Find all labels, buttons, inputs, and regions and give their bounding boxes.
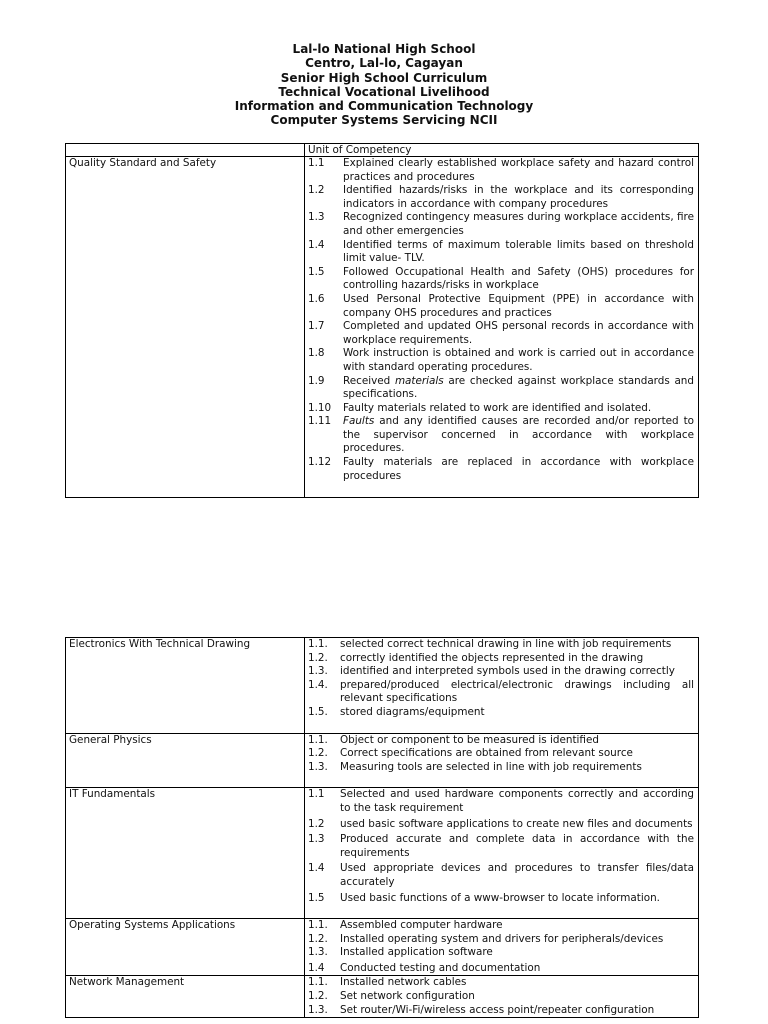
item-number: 1.2.	[308, 990, 328, 1003]
competency-cell	[305, 733, 699, 788]
list-item	[308, 892, 694, 906]
list-item	[308, 1004, 694, 1018]
item-number: 1.2.	[308, 932, 328, 945]
unit-of-competency-header: Unit of Competency	[305, 144, 699, 157]
item-text: Used basic functions of a www-browser to locate information.	[340, 891, 660, 904]
item-number: 1.12	[308, 456, 332, 469]
item-number: 1.4	[308, 961, 325, 974]
list-item	[308, 320, 694, 347]
competency-cell	[305, 638, 699, 734]
subject-cell: General Physics	[66, 733, 305, 788]
item-text: correctly identified the objects represented in the drawing	[340, 651, 644, 664]
item-number: 1.1.	[308, 919, 328, 932]
list-item	[308, 157, 694, 184]
list-item	[308, 788, 694, 815]
item-text: Faulty materials related to work are identified and isolated.	[343, 401, 652, 414]
item-text: Measuring tools are selected in line with job requirements	[340, 760, 642, 773]
school-address: Centro, Lal-lo, Cagayan	[305, 56, 463, 71]
list-item	[308, 679, 694, 706]
item-number: 1.9	[308, 374, 325, 387]
item-number: 1.2	[308, 817, 325, 830]
table-row	[66, 638, 699, 734]
table-row	[66, 733, 699, 788]
list-item	[308, 402, 694, 416]
item-text: Set network configuration	[340, 990, 475, 1003]
list-item	[308, 962, 694, 976]
item-text: Installed network cables	[340, 976, 467, 989]
item-text: Faulty materials are replaced in accordance with workplace procedures	[343, 456, 694, 482]
strand-title: Information and Communication Technology	[234, 99, 534, 114]
list-item	[308, 665, 694, 679]
school-name: Lal-lo National High School	[292, 42, 476, 56]
item-text: Explained clearly established workplace safety and hazard control practices and procedures	[343, 157, 694, 183]
list-item	[308, 946, 694, 960]
competency-cell	[305, 919, 699, 976]
track-title: Technical Vocational Livelihood	[278, 84, 490, 99]
subject-cell: Quality Standard and Safety	[66, 157, 305, 498]
item-number: 1.3.	[308, 760, 328, 773]
list-item	[308, 976, 694, 990]
item-text: Faults and any identified causes are recorded and/or reported to the supervisor concerned in accordance with workplace procedures.	[343, 415, 694, 455]
list-item	[308, 415, 694, 456]
item-text: Conducted testing and documentation	[340, 961, 541, 974]
item-number: 1.3.	[308, 1003, 328, 1016]
list-item	[308, 747, 694, 761]
table-row	[66, 788, 699, 919]
item-text: Used Personal Protective Equipment (PPE) in accordance with company OHS procedures and practices	[343, 292, 694, 319]
item-number: 1.2.	[308, 747, 328, 760]
table-row	[66, 157, 699, 498]
item-number: 1.1.	[308, 733, 328, 746]
item-number: 1.11	[308, 415, 332, 428]
item-number: 1.5	[308, 265, 325, 278]
item-text: prepared/produced electrical/electronic drawings including all relevant specifications	[340, 678, 694, 705]
item-number: 1.8	[308, 347, 325, 360]
item-number: 1.3	[308, 833, 325, 846]
item-number: 1.1.	[308, 638, 328, 650]
list-item	[308, 990, 694, 1004]
item-text: Produced accurate and complete data in accordance with the requirements	[340, 833, 694, 859]
curriculum-title: Senior High School Curriculum	[280, 70, 488, 85]
list-item	[308, 266, 694, 293]
item-number: 1.1	[308, 788, 325, 801]
table-row	[66, 919, 699, 976]
list-item	[308, 456, 694, 483]
item-text: Correct specifications are obtained from relevant source	[340, 747, 633, 760]
item-text: Selected and used hardware components correctly and according to the task requirement	[340, 788, 694, 814]
competency-table-subjects	[65, 637, 699, 1018]
item-number: 1.2	[308, 184, 325, 197]
item-text: stored diagrams/equipment	[340, 705, 485, 718]
item-number: 1.5.	[308, 705, 328, 718]
item-number: 1.1.	[308, 976, 328, 989]
item-number: 1.5	[308, 891, 325, 904]
header-empty-cell	[66, 144, 305, 157]
list-item	[308, 833, 694, 860]
item-text: identified and interpreted symbols used in the drawing correctly	[340, 665, 675, 678]
item-number: 1.6	[308, 292, 325, 305]
list-item	[308, 706, 694, 720]
item-text: used basic software applications to create new files and documents	[340, 817, 693, 830]
subject-cell: Operating Systems Applications	[66, 919, 305, 976]
competency-cell	[305, 976, 699, 1018]
list-item	[308, 933, 694, 947]
table-header-row	[66, 144, 699, 157]
list-item	[308, 761, 694, 775]
list-item	[308, 818, 694, 832]
item-text: Followed Occupational Health and Safety (OHS) procedures for controlling hazards/risks in workplace	[343, 265, 694, 292]
competency-table-quality-standard	[65, 143, 699, 498]
list-item	[308, 375, 694, 402]
item-text: Installed operating system and drivers for peripherals/devices	[340, 932, 664, 945]
item-text: Object or component to be measured is identified	[340, 733, 599, 746]
item-number: 1.10	[308, 401, 332, 414]
list-item	[308, 638, 694, 652]
list-item	[308, 862, 694, 889]
item-text: Received materials are checked against workplace standards and specifications.	[343, 374, 694, 401]
item-text: Assembled computer hardware	[340, 919, 503, 932]
list-item	[308, 652, 694, 666]
item-text: Identified hazards/risks in the workplace and its corresponding indicators in accordance with company procedures	[343, 184, 694, 210]
item-text: Recognized contingency measures during workplace accidents, fire and other emergencies	[343, 211, 694, 237]
item-text: Work instruction is obtained and work is carried out in accordance with standard operating procedures.	[343, 347, 694, 373]
competency-cell	[305, 788, 699, 919]
subject-cell: Electronics With Technical Drawing	[66, 638, 305, 734]
document-header	[0, 42, 768, 128]
list-item	[308, 919, 694, 933]
item-text: Installed application software	[340, 946, 493, 959]
subject-cell: IT Fundamentals	[66, 788, 305, 919]
competency-cell	[305, 157, 699, 498]
item-number: 1.7	[308, 320, 325, 333]
item-text: Completed and updated OHS personal records in accordance with workplace requirements.	[343, 320, 694, 346]
list-item	[308, 211, 694, 238]
item-number: 1.1	[308, 157, 325, 169]
item-text: Used appropriate devices and procedures to transfer files/data accurately	[340, 862, 694, 888]
list-item	[308, 293, 694, 320]
subject-cell: Network Management	[66, 976, 305, 1018]
list-item	[308, 239, 694, 266]
specialization-title: Computer Systems Servicing NCII	[270, 113, 498, 128]
item-number: 1.3.	[308, 665, 328, 678]
item-number: 1.3	[308, 211, 325, 224]
table-row	[66, 976, 699, 1018]
item-number: 1.2.	[308, 651, 328, 664]
item-text: Identified terms of maximum tolerable limits based on threshold limit value- TLV.	[343, 238, 694, 265]
item-text: selected correct technical drawing in line with job requirements	[340, 638, 672, 650]
item-number: 1.4	[308, 238, 325, 251]
list-item	[308, 347, 694, 374]
item-number: 1.4	[308, 862, 325, 875]
item-number: 1.4.	[308, 678, 328, 691]
item-number: 1.3.	[308, 946, 328, 959]
emphasis-text: Faults	[343, 415, 375, 428]
emphasis-text: materials	[394, 374, 444, 387]
list-item	[308, 734, 694, 748]
item-text: Set router/Wi-Fi/wireless access point/repeater configuration	[340, 1003, 655, 1016]
list-item	[308, 184, 694, 211]
